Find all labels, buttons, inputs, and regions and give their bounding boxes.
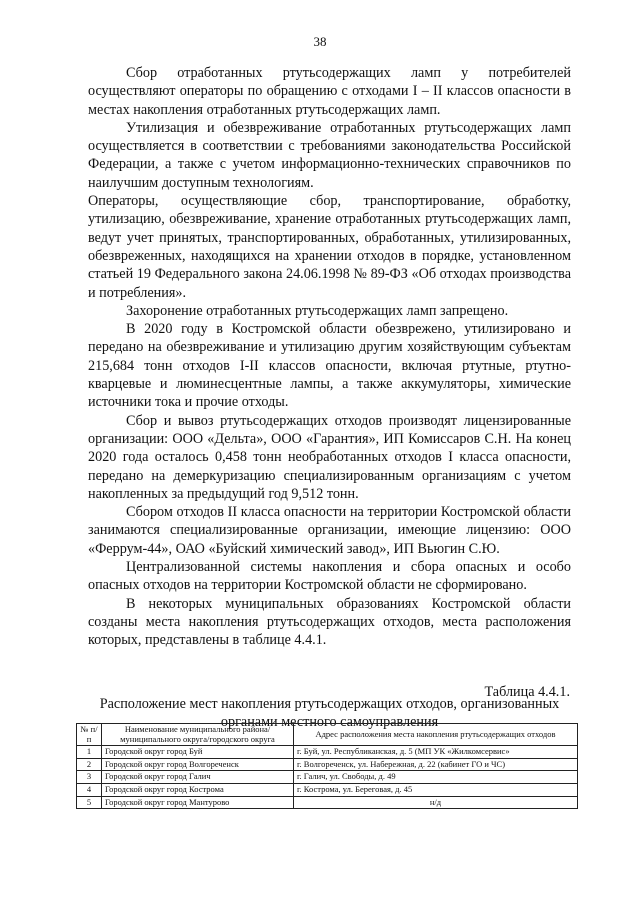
paragraph: Операторы, осуществляющие сбор, транспортирование, обработку, утилизацию, обезвреживание, хранение отработанных ртутьсодержащих ламп, ведут учет принятых, транспортированных, обработанных, утилизированных, обезвреженных, находящихся на хранении отходов в порядке, установленном статьей 19 Федерального закона 24.06.1998 № 89-ФЗ «Об отходах производства и потребления». — [88, 193, 571, 301]
row-number: 3 — [77, 771, 102, 784]
mercury-waste-sites-table — [76, 723, 578, 809]
row-municipality: Городской округ город Галич — [102, 771, 294, 784]
row-number: 2 — [77, 758, 102, 771]
body-text — [88, 64, 571, 650]
header-municipality: Наименование муниципального района/муниципального округа/городского округа — [102, 724, 294, 746]
paragraph: В некоторых муниципальных образованиях Костромской области созданы места накопления ртутьсодержащих отходов, места расположения которых, представлены в таблице 4.4.1. — [88, 595, 571, 649]
header-number: № п/п — [77, 724, 102, 746]
table-header-row — [77, 724, 578, 746]
paragraph: Захоронение отработанных ртутьсодержащих ламп запрещено. — [126, 302, 509, 319]
table-row — [77, 771, 578, 784]
row-municipality: Городской округ город Волгореченск — [102, 758, 294, 771]
page-number: 38 — [313, 34, 327, 49]
table-row — [77, 746, 578, 759]
table-label: Таблица 4.4.1. — [484, 684, 570, 700]
row-number: 5 — [77, 796, 102, 809]
paragraph: Утилизация и обезвреживание отработанных ртутьсодержащих ламп осуществляется в соответствии с требованиями законодательства Российской Федерации, а также с учетом информационно-технических справочников по наилучшим доступным технологиям. — [88, 119, 571, 191]
table-row — [77, 796, 578, 809]
table-row — [77, 758, 578, 771]
header-address: Адрес расположения места накопления ртутьсодержащих отходов — [294, 724, 578, 746]
row-address: г. Кострома, ул. Береговая, д. 45 — [294, 783, 578, 796]
row-number: 4 — [77, 783, 102, 796]
row-number: 1 — [77, 746, 102, 759]
paragraph: Сбор отработанных ртутьсодержащих ламп у потребителей осуществляют операторы по обращению с отходами I – II классов опасности в местах накопления отработанных ртутьсодержащих ламп. — [88, 65, 571, 118]
row-address: г. Галич, ул. Свободы, д. 49 — [294, 771, 578, 784]
row-municipality: Городской округ город Кострома — [102, 783, 294, 796]
paragraph: В 2020 году в Костромской области обезврежено, утилизировано и передано на обезвреживание и утилизацию другим хозяйствующим субъектам 215,684 тонн отходов I-II классов опасности, включая ртутные, ртутно-кварцевые и люминесцентные лампы, а также аккумуляторы, химические источники тока и прочие отходы. — [88, 321, 571, 411]
row-address: г. Волгореченск, ул. Набережная, д. 22 (кабинет ГО и ЧС) — [294, 758, 578, 771]
row-address: г. Буй, ул. Республиканская, д. 5 (МП УК «Жилкомсервис» — [294, 746, 578, 759]
row-municipality: Городской округ город Мантурово — [102, 796, 294, 809]
paragraph: Сбор и вывоз ртутьсодержащих отходов производят лицензированные организации: ООО «Дельта», ООО «Гарантия», ИП Комиссаров С.Н. На конец 2020 года осталось 0,458 тонн необработанных отходов I класса опасности, передано на демеркуризацию специализированным организациям с учетом накопленных за предыдущий год 9,512 тонн. — [88, 412, 571, 502]
paragraph: Сбором отходов II класса опасности на территории Костромской области занимаются специализированные организации, имеющие лицензию: ООО «Феррум-44», ОАО «Буйский химический завод», ИП Вьюгин С.Ю. — [88, 504, 571, 557]
table-row — [77, 783, 578, 796]
row-address: н/д — [294, 796, 578, 809]
paragraph: Централизованной системы накопления и сбора опасных и особо опасных отходов на территории Костромской области не сформировано. — [88, 559, 571, 594]
row-municipality: Городской округ город Буй — [102, 746, 294, 759]
table-title: Расположение мест накопления ртутьсодержащих отходов, организованных органами местного самоуправления — [99, 696, 560, 731]
